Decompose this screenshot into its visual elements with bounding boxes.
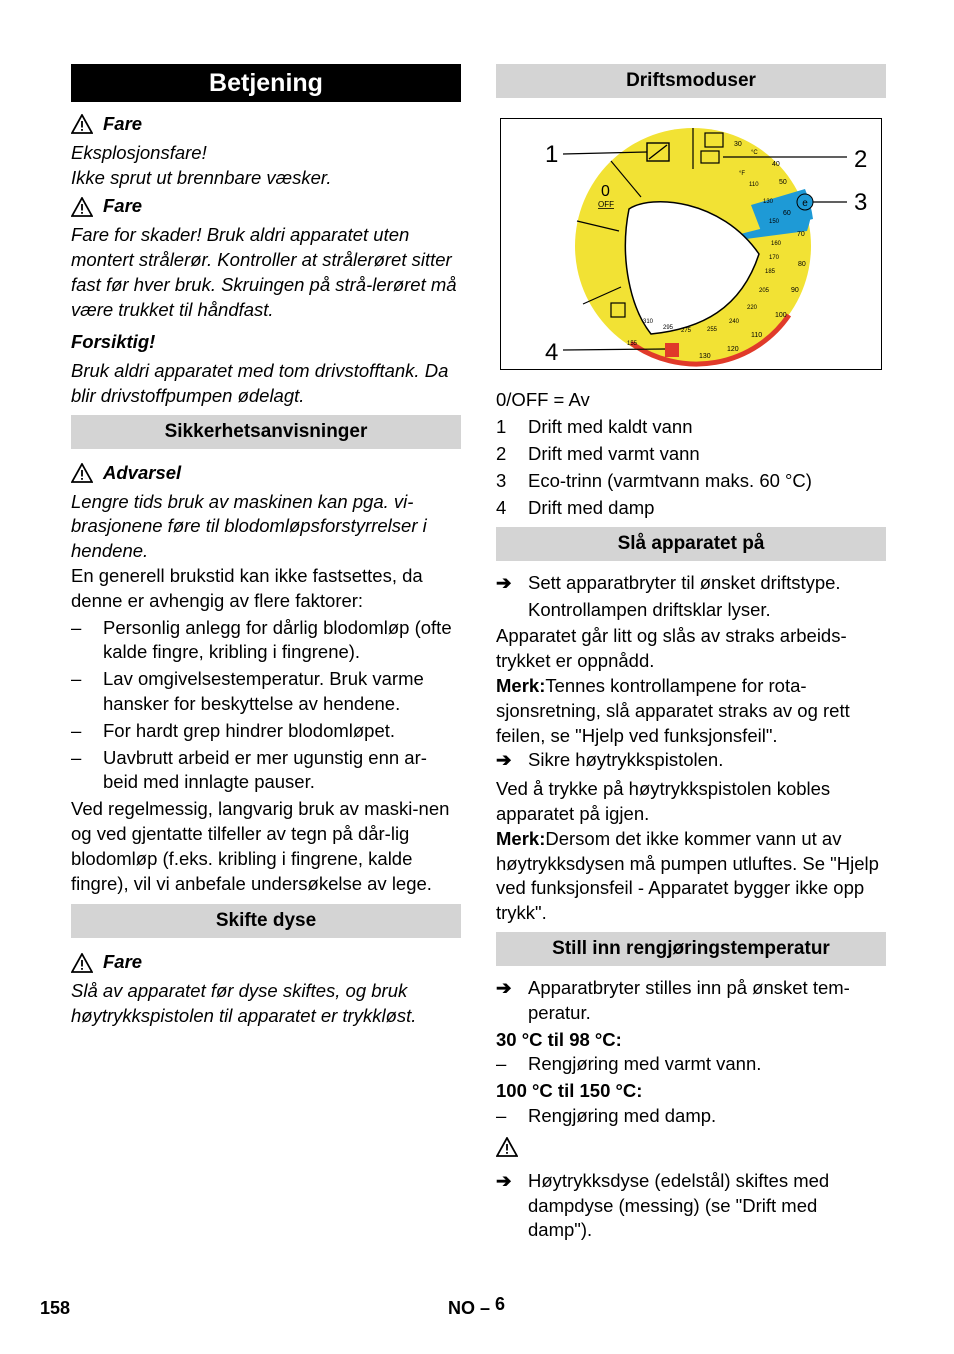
fare1-line1: Eksplosjonsfare! (71, 141, 207, 163)
instruction-step (496, 748, 886, 773)
page-number: 158 (40, 1298, 71, 1318)
instruction-text: Høytrykksdyse (edelstål) skiftes med dampdyse (messing) (se "Drift med damp"). (528, 1169, 830, 1241)
list-item-text: Personlig anlegg for dårlig blodomløp (ofte kalde fingre, kribling i fingrene). (103, 616, 452, 663)
mode-selector-figure (500, 118, 882, 370)
power-on-text: Apparatet går litt og slås av straks arbeids-trykket er oppnådd. (496, 625, 847, 672)
list-item (496, 440, 886, 467)
instruction-step (496, 571, 886, 596)
instruction-step (496, 976, 886, 1026)
scale-tick-label: 60 (783, 210, 791, 217)
instruction-text: Apparatbryter stilles inn på ønsket tem-peratur. (528, 976, 850, 1023)
range1-label: 30 °C til 98 °C: (496, 1028, 622, 1050)
scale-tick-label: 160 (771, 241, 782, 247)
scale-tick-label: 100 (775, 312, 787, 319)
fare-warning-2 (71, 194, 461, 219)
scale-tick-label: 120 (727, 346, 739, 353)
indicator-note: Kontrollampen driftsklar lyser. (528, 598, 771, 620)
scale-tick-label: 110 (749, 182, 759, 188)
note-2 (496, 827, 886, 926)
arrow-icon: ➔ (496, 1169, 512, 1191)
fare-label: Fare (103, 951, 143, 973)
modes-heading: Driftsmoduser (496, 64, 886, 98)
instruction-step (496, 1169, 886, 1243)
page-title: Betjening (71, 64, 461, 102)
list-item: – Lav omgivelsestemperatur. Bruk varme hansker for beskyttelse av hendene. (71, 667, 461, 717)
scale-tick-label: 80 (798, 261, 806, 268)
instruction-text: Sett apparatbryter til ønsket driftstype. (528, 571, 841, 593)
list-item (496, 467, 886, 494)
fare-warning-1 (71, 112, 461, 137)
callout-4: 4 (545, 339, 559, 366)
regular-use-text: Ved regelmessig, langvarig bruk av maski-nen og ved gjentatte tilfeller av tegn på dår-lig blodomløp (f.eks. kribling i fingrene, kalde fingre), vil vi anbefale undersøkelse av lege. (71, 798, 450, 894)
section-number: 6 (495, 1294, 506, 1314)
scale-tick-label: 205 (759, 288, 770, 294)
scale-tick-label: 185 (765, 269, 776, 275)
list-item: – Rengjøring med damp. (496, 1104, 886, 1129)
advarsel-warning (71, 461, 461, 486)
note-label: Merk: (496, 827, 546, 849)
list-item-number: 2 (496, 442, 507, 464)
list-item (496, 494, 886, 521)
instruction-text: Sikre høytrykkspistolen. (528, 749, 724, 771)
scale-tick-label: 150 (769, 219, 780, 225)
list-item-number: 4 (496, 496, 507, 518)
scale-tick-label: 240 (729, 319, 740, 325)
fare1-line2: Ikke sprut ut brennbare væsker. (71, 166, 332, 188)
list-item-text: Eco-trinn (varmtvann maks. 60 °C) (528, 469, 812, 491)
scale-tick-label: 130 (699, 353, 711, 360)
scale-tick-label: 295 (663, 325, 674, 331)
arrow-icon: ➔ (496, 976, 512, 998)
list-item-text: Rengjøring med varmt vann. (528, 1053, 762, 1075)
note-text: Dersom det ikke kommer vann ut av høytrykksdysen må pumpen utluftes. Se "Hjelp ved funksjonsfeil - Apparatet bygger ikke opp trykk". (496, 827, 879, 924)
list-item-text: For hardt grep hindrer blodomløpet. (103, 719, 396, 741)
restart-text: Ved å trykke på høytrykkspistolen kobles apparatet på igjen. (496, 778, 831, 824)
warning-triangle-icon (71, 463, 93, 483)
warning-triangle-icon (496, 1137, 518, 1157)
list-item (496, 413, 886, 440)
list-item-text: Rengjøring med damp. (528, 1104, 717, 1126)
mode-dial-illustration (501, 119, 881, 369)
scale-tick-label: 90 (791, 287, 799, 294)
temperature-heading: Still inn rengjøringstemperatur (496, 932, 886, 966)
list-item-text: Lav omgivelsestemperatur. Bruk varme hansker for beskyttelse av hendene. (103, 668, 424, 714)
steam-icon (665, 343, 679, 357)
safety-heading: Sikkerhetsanvisninger (71, 415, 461, 449)
fare2-text: Fare for skader! Bruk aldri apparatet uten montert strålerør. Kontroller at strålerøret sitter fast før hver bruk. Skruingen på strå-lerøret må være trukket til håndfast. (71, 224, 457, 320)
warning-symbol (496, 1137, 886, 1163)
forsiktig-label: Forsiktig! (71, 331, 156, 353)
callout-3: 3 (854, 189, 868, 216)
range2-label: 100 °C til 150 °C: (496, 1080, 643, 1102)
language-code: NO (448, 1298, 475, 1318)
note-label: Merk: (496, 674, 546, 696)
eco-icon-label: e (802, 198, 808, 209)
left-column (71, 64, 461, 1029)
off-legend: 0/OFF = Av (496, 389, 590, 410)
list-item: – Personlig anlegg for dårlig blodomløp (ofte kalde fingre, kribling i fingrene). (71, 616, 461, 666)
power-on-heading: Slå apparatet på (496, 527, 886, 561)
nozzle-heading: Skifte dyse (71, 904, 461, 938)
scale-tick-label: 130 (763, 199, 774, 205)
list-item-number: 1 (496, 415, 507, 437)
note-1 (496, 674, 886, 748)
scale-tick-label: 310 (643, 319, 654, 325)
footer-dash: – (480, 1298, 491, 1318)
scale-tick-label: 70 (797, 231, 805, 238)
scale-tick-label: 275 (681, 328, 692, 334)
list-item-text: Drift med damp (528, 496, 655, 518)
callout-1: 1 (545, 141, 559, 168)
scale-tick-label: 40 (772, 161, 780, 168)
fare3-text: Slå av apparatet før dyse skiftes, og bruk høytrykkspistolen til apparatet er trykkløst. (71, 980, 417, 1026)
unit-celsius: °C (751, 150, 758, 156)
general-text: En generell brukstid kan ikke fastsettes, da denne er avhengig av flere faktorer: (71, 564, 423, 611)
fare-warning-3 (71, 950, 461, 975)
warning-triangle-icon (71, 197, 93, 217)
factors-list (71, 616, 461, 796)
warning-triangle-icon (71, 953, 93, 973)
right-column (496, 64, 886, 1243)
callout-2: 2 (854, 146, 868, 173)
scale-tick-label: 50 (779, 179, 787, 186)
arrow-icon: ➔ (496, 749, 512, 771)
forsiktig-text: Bruk aldri apparatet med tom drivstofftank. Da blir drivstoffpumpen ødelagt. (71, 360, 449, 406)
warning-triangle-icon (71, 114, 93, 134)
off-number: 0 (601, 183, 610, 200)
scale-tick-label: 220 (747, 305, 758, 311)
advarsel-label: Advarsel (103, 461, 182, 483)
list-item: – Uavbrutt arbeid er mer ugunstig enn ar-beid med innlagte pauser. (71, 746, 461, 796)
list-item: – Rengjøring med varmt vann. (496, 1052, 886, 1077)
scale-tick-label: 155 (627, 341, 638, 347)
list-item-number: 3 (496, 469, 507, 491)
fare-label: Fare (103, 113, 143, 134)
scale-tick-label: 30 (734, 141, 742, 148)
fare-label: Fare (103, 195, 143, 217)
modes-list (496, 413, 886, 521)
scale-tick-label: 110 (751, 332, 763, 339)
off-label: OFF (598, 200, 614, 209)
unit-fahrenheit: °F (739, 171, 746, 177)
advarsel-text: Lengre tids bruk av maskinen kan pga. vi-brasjonene føre til blodomløpsforstyrrelser i hendene. (71, 490, 427, 562)
list-item-text: Drift med varmt vann (528, 442, 700, 464)
section-marker (448, 1294, 506, 1319)
list-item: – For hardt grep hindrer blodomløpet. (71, 719, 461, 744)
note-text: Tennes kontrollampene for rota-sjonsretning, slå apparatet straks av og rett feilen, se "Hjelp ved funksjonsfeil". (496, 674, 850, 746)
list-item-text: Drift med kaldt vann (528, 415, 693, 437)
scale-tick-label: 170 (769, 255, 780, 261)
arrow-icon: ➔ (496, 571, 512, 593)
scale-tick-label: 255 (707, 327, 718, 333)
list-item-text: Uavbrutt arbeid er mer ugunstig enn ar-beid med innlagte pauser. (103, 746, 427, 793)
